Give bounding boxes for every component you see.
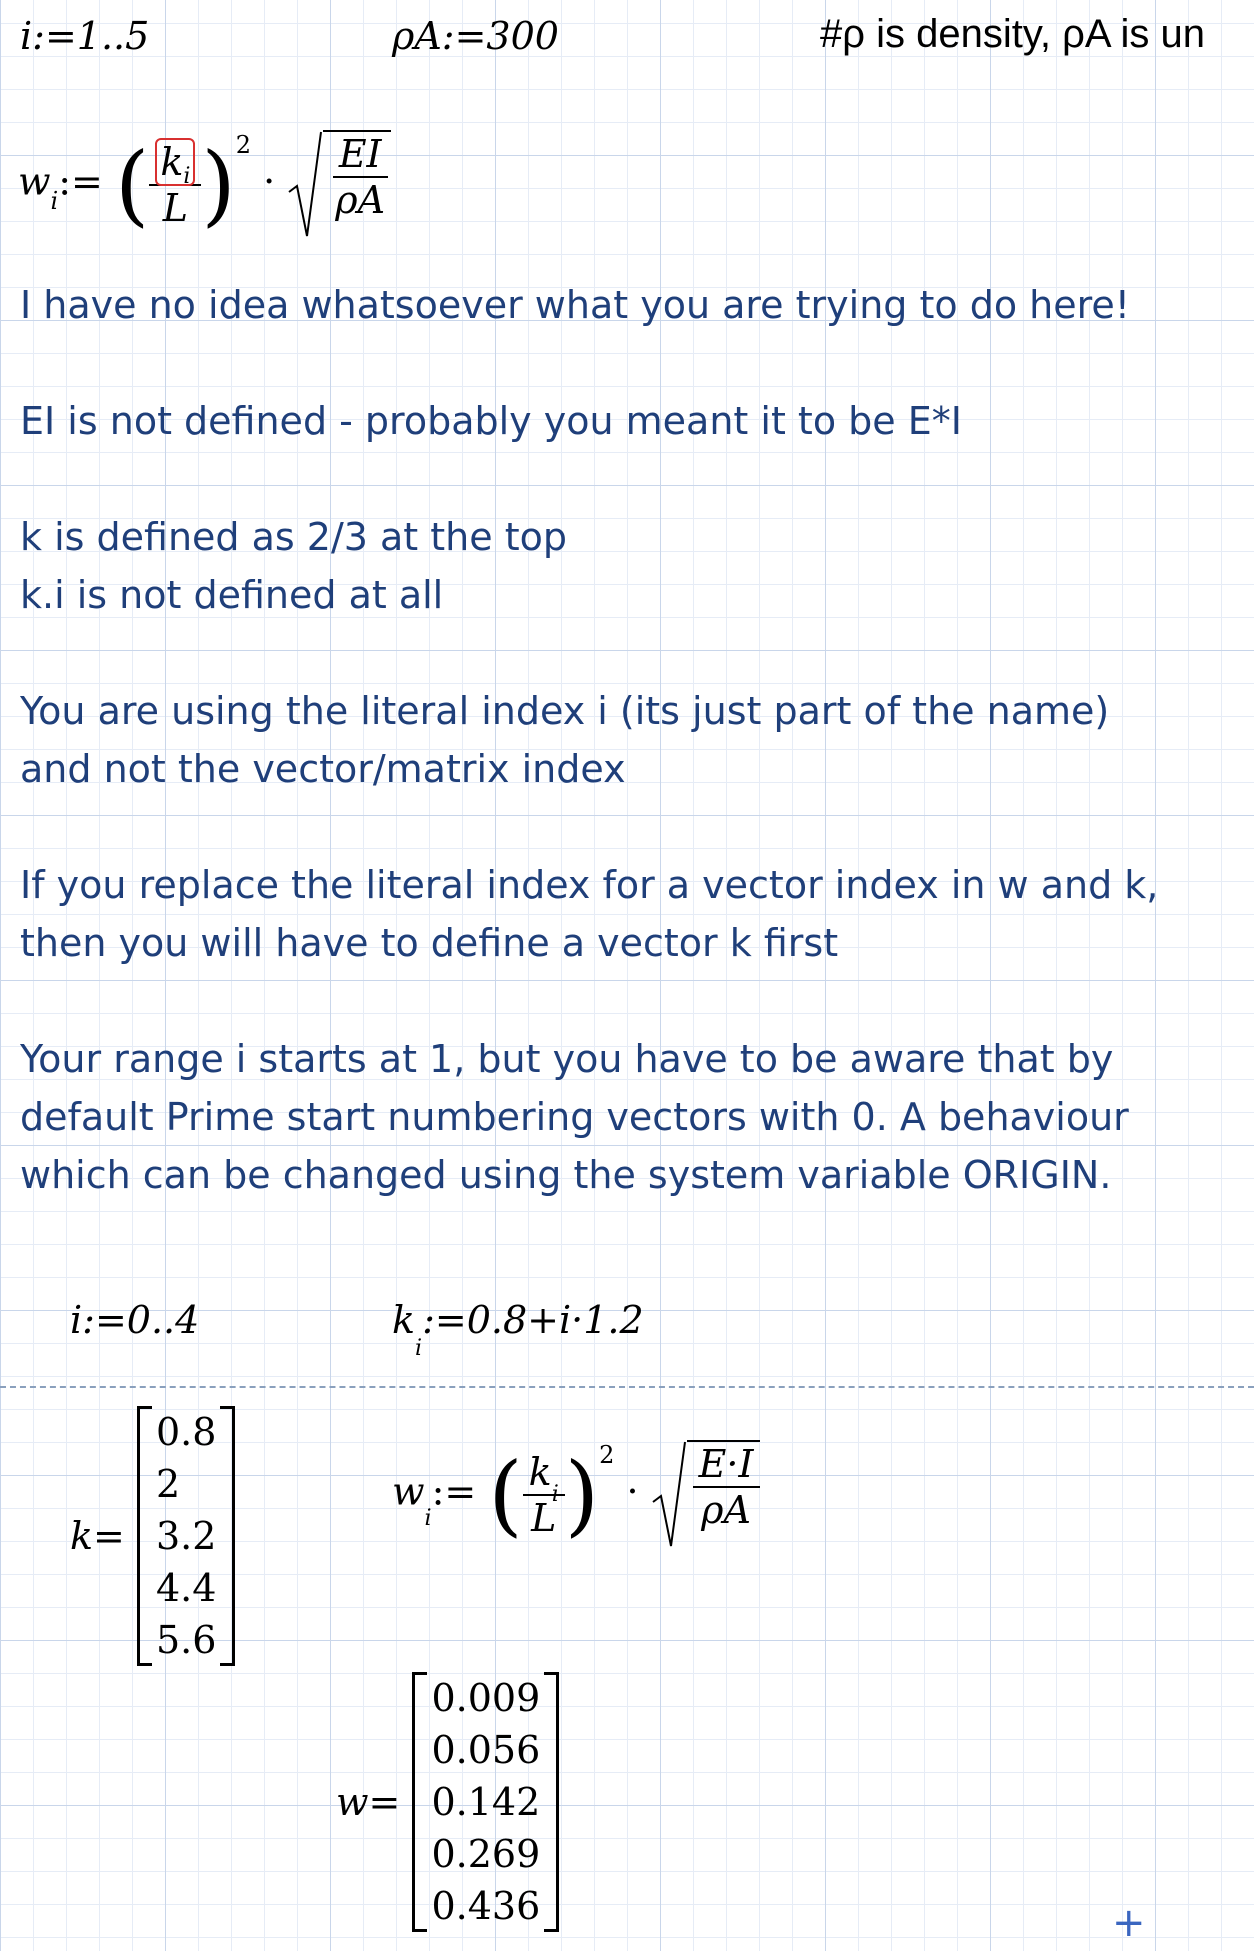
note-line-1[interactable]: I have no idea whatsoever what you are trying to do here!: [20, 283, 1131, 327]
k2-symbol: k: [528, 1450, 552, 1494]
k-definition[interactable]: [392, 1298, 644, 1361]
matrix-left-bracket: [137, 1406, 152, 1666]
w-symbol: w: [18, 159, 51, 204]
note-line-4[interactable]: k.i is not defined at all: [20, 573, 444, 617]
w-result-label: w=: [336, 1780, 401, 1824]
w-subscript: i: [50, 186, 59, 215]
density-comment[interactable]: [820, 12, 1254, 57]
w-result-matrix: [412, 1672, 559, 1932]
w-value-2: 0.142: [431, 1780, 541, 1824]
k-def-subscript: i: [415, 1336, 423, 1361]
right-paren-2: ): [564, 1443, 600, 1546]
sqrt-numerator-2: E·I: [693, 1442, 760, 1488]
undefined-variable-highlight[interactable]: [155, 138, 195, 189]
sqrt-denominator: ρA: [335, 178, 386, 222]
assign-operator-2: :=: [431, 1469, 477, 1514]
k-value-1: 2: [155, 1462, 181, 1506]
range-definition-2[interactable]: [70, 1298, 199, 1342]
k-symbol: k: [160, 140, 184, 184]
w-value-0: 0.009: [431, 1676, 541, 1720]
L-symbol: L: [162, 186, 188, 230]
note-line-10[interactable]: default Prime start numbering vectors with 0. A behaviour: [20, 1095, 1129, 1139]
plus-cursor-icon: +: [1112, 1900, 1146, 1946]
w2-subscript: i: [424, 1505, 432, 1531]
k-subscript: i: [183, 164, 191, 189]
density-comment-text: #ρ is density, ρA is un: [820, 12, 1205, 56]
k-value-0: 0.8: [155, 1410, 217, 1454]
sqrt-radical-icon: [287, 130, 323, 240]
w-definition-2[interactable]: [392, 1440, 760, 1550]
left-paren: (: [114, 133, 150, 236]
k-value-4: 5.6: [155, 1618, 217, 1662]
sqrt-denominator-2: ρA: [701, 1488, 751, 1532]
sqrt-expression-2: [651, 1440, 760, 1550]
note-line-3[interactable]: k is defined as 2/3 at the top: [20, 515, 567, 559]
k-value-3: 4.4: [155, 1566, 217, 1610]
L2-symbol: L: [531, 1496, 557, 1540]
rhoA-definition-text: ρA:=300: [392, 14, 559, 58]
k-value-2: 3.2: [155, 1514, 217, 1558]
w-definition-1[interactable]: [18, 130, 391, 240]
k-def-symbol: k: [392, 1298, 416, 1342]
note-line-2[interactable]: EI is not defined - probably you meant it to be E*I: [20, 399, 962, 443]
multiply-dot-2: ·: [626, 1469, 639, 1514]
k-def-rhs: :=0.8+i·1.2: [422, 1298, 644, 1342]
note-line-6[interactable]: and not the vector/matrix index: [20, 747, 626, 791]
power-exponent: 2: [235, 130, 252, 159]
note-line-7[interactable]: If you replace the literal index for a vector index in w and k,: [20, 863, 1159, 907]
range-definition-1-text: i:=1..5: [20, 14, 150, 58]
k-result-label: k=: [70, 1514, 125, 1558]
assign-operator: :=: [58, 159, 103, 204]
w-matrix-right-bracket: [544, 1672, 559, 1932]
k-result[interactable]: [70, 1406, 235, 1666]
note-line-9[interactable]: Your range i starts at 1, but you have to be aware that by: [20, 1037, 1114, 1081]
multiply-dot: ·: [263, 159, 276, 204]
note-line-5[interactable]: You are using the literal index i (its just part of the name): [20, 689, 1110, 733]
sqrt-radical-icon-2: [651, 1440, 687, 1550]
w-value-1: 0.056: [431, 1728, 541, 1772]
sqrt-expression: [287, 130, 391, 240]
w2-symbol: w: [392, 1469, 425, 1514]
note-line-11[interactable]: which can be changed using the system variable ORIGIN.: [20, 1153, 1112, 1197]
right-paren: ): [201, 133, 236, 236]
k-over-L-fraction-2: [523, 1450, 565, 1540]
rhoA-definition[interactable]: [392, 14, 559, 58]
page-break-line: [0, 1386, 1254, 1388]
power-exponent-2: 2: [599, 1440, 615, 1469]
k-result-matrix: [137, 1406, 235, 1666]
range-definition-1[interactable]: [20, 14, 149, 58]
w-result[interactable]: [336, 1672, 559, 1932]
left-paren-2: (: [488, 1443, 523, 1546]
sqrt-numerator: EI: [333, 132, 388, 178]
k-over-L-fraction: [149, 140, 201, 230]
range-definition-2-text: i:=0..4: [70, 1298, 200, 1342]
k2-subscript: i: [551, 1482, 559, 1507]
w-matrix-left-bracket: [412, 1672, 427, 1932]
w-value-3: 0.269: [431, 1832, 541, 1876]
note-line-8[interactable]: then you will have to define a vector k first: [20, 921, 839, 965]
w-value-4: 0.436: [431, 1884, 541, 1928]
matrix-right-bracket: [220, 1406, 235, 1666]
